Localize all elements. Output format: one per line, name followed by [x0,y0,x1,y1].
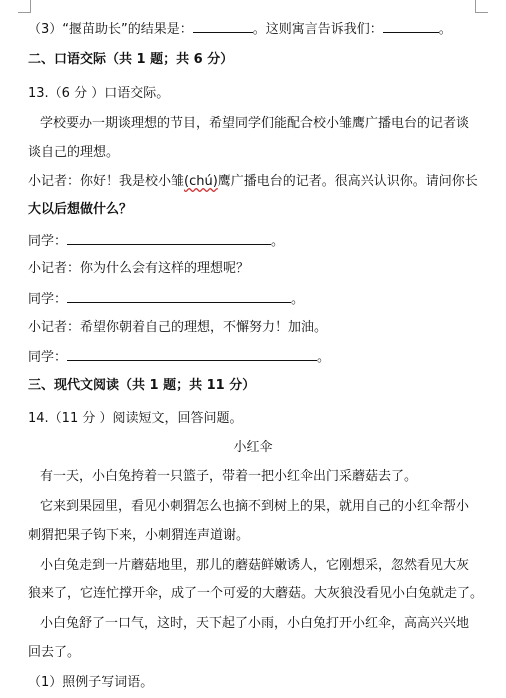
story-paragraph-3-line-1: 小白兔走到一片蘑菇地里，那儿的蘑菇鲜嫩诱人，它刚想采，忽然看见大灰 [40,558,470,573]
question-3-middle: 。这则寓言告诉我们： [252,22,383,37]
story-title: 小红伞 [233,440,273,455]
section-2-title: 二、口语交际（共 1 题；共 6 分） [28,52,234,67]
story-paragraph-3-line-2: 狼来了，它连忙撑开伞，成了一个可爱的大蘑菇。大灰狼没看见小白兔就走了。 [28,586,484,601]
answer-blank-2[interactable] [67,290,291,303]
student-label: 同学： [28,350,68,365]
answer-blank-3[interactable] [67,348,317,361]
answer-blank-1[interactable] [67,232,271,245]
reporter-line-1-b: 鹰广播电台的记者。很高兴认识你。请问你长 [217,174,478,189]
question-13-header: 13.（6 分 ）口语交际。 [28,86,170,101]
pinyin-annotation: (chú) [184,174,218,189]
student-answer-2 [28,290,304,308]
question-13-intro-line-1: 学校要办一期谈理想的节目，希望同学们能配合校小雏鹰广播电台的记者谈 [40,116,470,131]
student-label: 同学： [28,234,68,249]
question-3-line [28,20,452,38]
question-13-intro-line-2: 谈自己的理想。 [28,145,120,160]
page-corner-mark-left [18,0,31,13]
answer-suffix: 。 [317,350,331,365]
reporter-line-1 [28,174,478,190]
story-paragraph-1: 有一天，小白兔挎着一只篮子，带着一把小红伞出门采蘑菇去了。 [40,469,418,484]
student-answer-3 [28,348,330,366]
question-3-blank-2[interactable] [383,20,439,33]
story-paragraph-2-line-2: 刺猬把果子钩下来，小刺猬连声道谢。 [28,528,250,543]
reporter-line-3: 小记者：希望你朝着自己的理想，不懈努力！加油。 [28,320,328,335]
story-paragraph-4-line-2: 回去了。 [28,645,81,660]
answer-suffix: 。 [271,234,285,249]
section-3-title: 三、现代文阅读（共 1 题；共 11 分） [28,378,256,393]
question-3-prefix: （3）“揠苗助长”的结果是： [28,22,193,37]
answer-suffix: 。 [291,292,305,307]
story-paragraph-2-line-1: 它来到果园里，看见小刺猬怎么也摘不到树上的果，就用自己的小红伞帮小 [40,499,470,514]
story-paragraph-4-line-1: 小白兔舒了一口气，这时，天下起了小雨，小白兔打开小红伞，高高兴兴地 [40,616,470,631]
question-14-sub-1: （1）照例子写词语。 [28,675,154,690]
page-corner-mark-right [475,0,488,13]
question-14-header: 14.（11 分 ）阅读短文，回答问题。 [28,411,243,426]
question-3-blank-1[interactable] [193,20,253,33]
student-label: 同学： [28,292,68,307]
reporter-line-1-a: 小记者：你好！我是校小雏 [28,174,185,189]
question-3-suffix: 。 [438,22,452,37]
reporter-line-1-continued: 大以后想做什么？ [28,202,133,217]
student-answer-1 [28,232,284,250]
reporter-line-2: 小记者：你为什么会有这样的理想呢？ [28,261,250,276]
